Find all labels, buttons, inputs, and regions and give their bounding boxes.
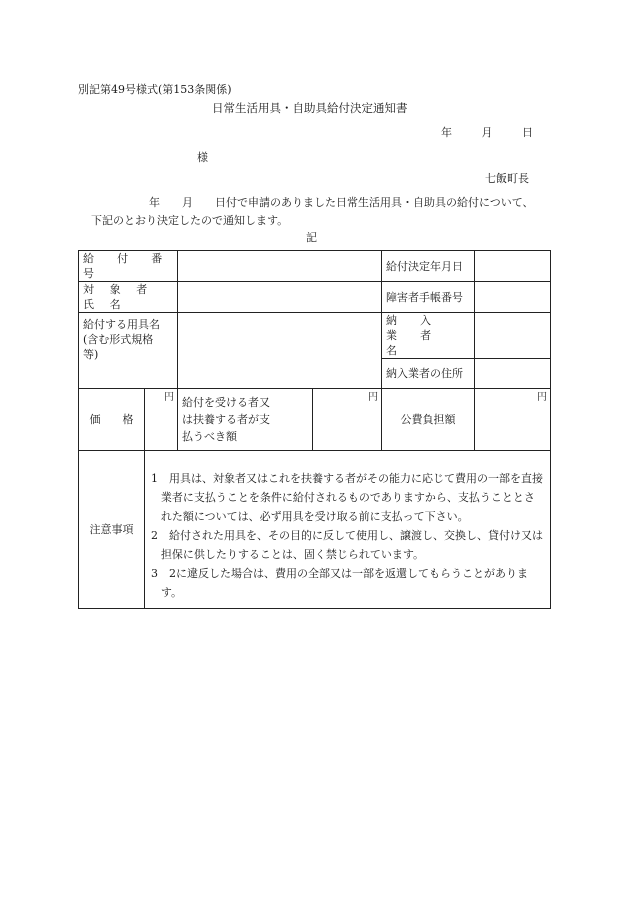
day-label: 日 xyxy=(522,126,533,139)
body-line-1: 年 月 日付で申請のありました日常生活用具・自助具の給付について、 xyxy=(149,196,534,209)
document-title: 日常生活用具・自助具給付決定通知書 xyxy=(212,101,408,115)
date-header xyxy=(441,124,533,140)
notes-cell xyxy=(145,451,551,609)
shogaisha-techo-label: 障害者手帳番号 xyxy=(382,282,475,313)
yen-unit: 円 xyxy=(164,392,175,403)
table-row xyxy=(79,282,551,313)
ki-label: 記 xyxy=(306,231,317,244)
note-1: 1 用具は、対象者又はこれを扶養する者がその能力に応じて費用の一部を直接業者に支払うことを条件に給付されるものでありますから、支払うこととされた額については、必ず用具を受け取る前に支払って下さい。 xyxy=(151,472,543,523)
nonyu-gyosha-address-label: 納入業者の住所 xyxy=(382,359,475,389)
nonyu-gyosha-name-value[interactable] xyxy=(475,313,551,359)
taishosha-shimei-label: 対 象 者 氏 名 xyxy=(79,282,178,313)
issuer-name: 七飯町長 xyxy=(485,172,529,185)
month-label: 月 xyxy=(481,126,493,139)
note-3: 3 2に違反した場合は、費用の全部又は一部を返還してもらうことがあります。 xyxy=(151,567,528,599)
nonyu-gyosha-address-value[interactable] xyxy=(475,359,551,389)
kakaku-value[interactable] xyxy=(145,389,178,451)
payer-amount-value[interactable] xyxy=(313,389,382,451)
table-row xyxy=(79,389,551,451)
taishosha-shimei-value[interactable] xyxy=(178,282,382,313)
yogu-name-label: 給付する用具名 (含む形式規格 等) xyxy=(79,313,178,389)
addressee-suffix: 様 xyxy=(197,151,208,164)
form-id: 別記第49号様式(第153条関係) xyxy=(78,83,232,96)
year-label: 年 xyxy=(441,126,452,139)
table-row xyxy=(79,313,551,359)
note-2: 2 給付された用具を、その目的に反して使用し、譲渡し、交換し、貸付け又は担保に供したりすることは、固く禁じられています。 xyxy=(151,529,543,561)
kyufu-kettei-date-label: 給付決定年月日 xyxy=(382,251,475,282)
nonyu-gyosha-name-label: 納 入 業 者 名 xyxy=(382,313,475,359)
kyufu-bango-label: 給 付 番 号 xyxy=(79,251,178,282)
yogu-name-value[interactable] xyxy=(178,313,382,389)
shogaisha-techo-value[interactable] xyxy=(475,282,551,313)
table-row xyxy=(79,451,551,609)
body-line-2: 下記のとおり決定したので通知します。 xyxy=(91,214,289,227)
payer-amount-label: 給付を受ける者又 は扶養する者が支 払うべき額 xyxy=(178,389,313,451)
yen-unit: 円 xyxy=(368,392,379,403)
table-row xyxy=(79,251,551,282)
benefit-decision-table xyxy=(78,250,551,609)
kakaku-label: 価 格 xyxy=(79,389,145,451)
chui-jiko-label: 注意事項 xyxy=(79,451,145,609)
kyufu-bango-value[interactable] xyxy=(178,251,382,282)
yen-unit: 円 xyxy=(537,392,548,403)
kohi-futan-label: 公費負担額 xyxy=(382,389,475,451)
kyufu-kettei-date-value[interactable] xyxy=(475,251,551,282)
kohi-futan-value[interactable] xyxy=(475,389,551,451)
